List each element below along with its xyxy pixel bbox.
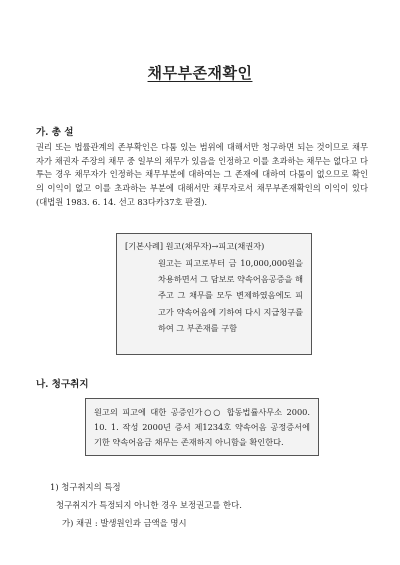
- overview-paragraph: 권리 또는 법률관계의 존부확인은 다툼 있는 범위에 대해서만 청구하면 되는 것이므로 채무자가 채권자 주장의 채무 중 일부의 채무가 있음을 인정하고 이를 초과하는 채무는 없다고 다투는 경우 채무자가 인정하는 채무부분에 대하여는 그 존재에 대하여 다툼이 없으므로 확인의 이익이 없고 이를 초과하는 부분에 대해서만 채무자로서 채무부존재확인의 이익이 있다(대법원 1983. 6. 14. 선고 83다카37호 판결).: [36, 142, 368, 207]
- subsection-item: 가) 채권 : 발생원인과 금액을 명시: [62, 518, 187, 528]
- page-title: 채무부존재확인: [147, 64, 253, 82]
- subsection-heading-specification: 1) 청구취지의 특정: [50, 482, 121, 492]
- basic-case-body: 원고는 피고로부터 금 10,000,000원을 차용하면서 그 담보로 약속어음공증을 해주고 그 채무를 모두 변제하였음에도 피고가 약속어음에 기하여 다시 지급청구를 하여 그 부존재를 구함: [158, 258, 303, 333]
- subsection-text: 청구취지가 특정되지 아니한 경우 보정권고를 한다.: [56, 500, 242, 510]
- claim-purport-box: 원고의 피고에 대한 공증인가○○ 합동법률사무소 2000. 10. 1. 작성 2000년 증서 제1234호 약속어음 공정증서에 기한 약속어음금 채무는 존재하지 아니함을 확인한다.: [85, 398, 319, 456]
- basic-case-header: [기본사례] 원고(채무자)→피고(채권자): [125, 241, 265, 251]
- section-heading-overview: 가. 총 설: [36, 127, 74, 138]
- section-heading-claim-purport: 나. 청구취지: [36, 379, 89, 390]
- basic-case-box: [116, 233, 312, 355]
